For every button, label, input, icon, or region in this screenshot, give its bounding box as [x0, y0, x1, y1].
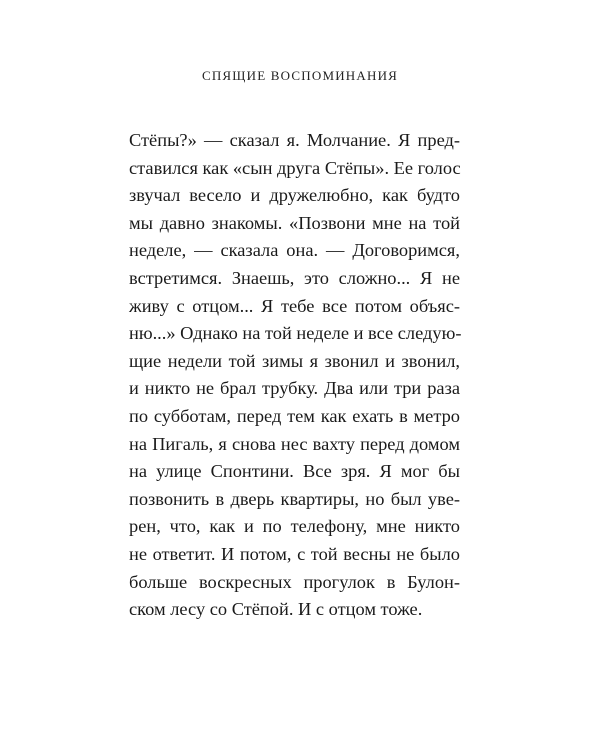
text-line: неделе, — сказала она. — Договоримся, [129, 240, 460, 261]
text-line: встретимся. Знаешь, это сложно... Я не [129, 267, 460, 288]
text-line: не ответит. И потом, с той весны не было [129, 543, 460, 564]
text-line: на улице Спонтини. Все зря. Я мог бы [129, 461, 460, 482]
text-line: больше воскресных прогулок в Булон- [129, 571, 460, 592]
text-line: на Пигаль, я снова нес вахту перед домом [129, 433, 460, 454]
text-line: живу с отцом... Я тебе все потом объяс- [129, 295, 460, 316]
text-line: ню...» Однако на той неделе и все следую- [129, 323, 462, 344]
text-line: Стёпы?» — сказал я. Молчание. Я пред- [129, 130, 460, 150]
body-text [129, 127, 460, 624]
text-line: и никто не брал трубку. Два или три раза [129, 378, 460, 399]
text-line-last: ском лесу со Стёпой. И с отцом тоже. [129, 599, 423, 620]
text-line: рен, что, как и по телефону, мне никто [129, 516, 460, 537]
text-line: по субботам, перед тем как ехать в метро [129, 405, 460, 426]
running-head: СПЯЩИЕ ВОСПОМИНАНИЯ [201, 68, 399, 83]
text-line: звучал весело и дружелюбно, как будто [129, 185, 460, 206]
text-line: мы давно знакомы. «Позвони мне на той [129, 212, 460, 233]
text-line: щие недели той зимы я звонил и звонил, [129, 350, 460, 371]
text-line: позвонить в дверь квартиры, но был уве- [129, 488, 460, 509]
text-line: ставился как «сын друга Стёпы». Ее голос [129, 157, 461, 178]
